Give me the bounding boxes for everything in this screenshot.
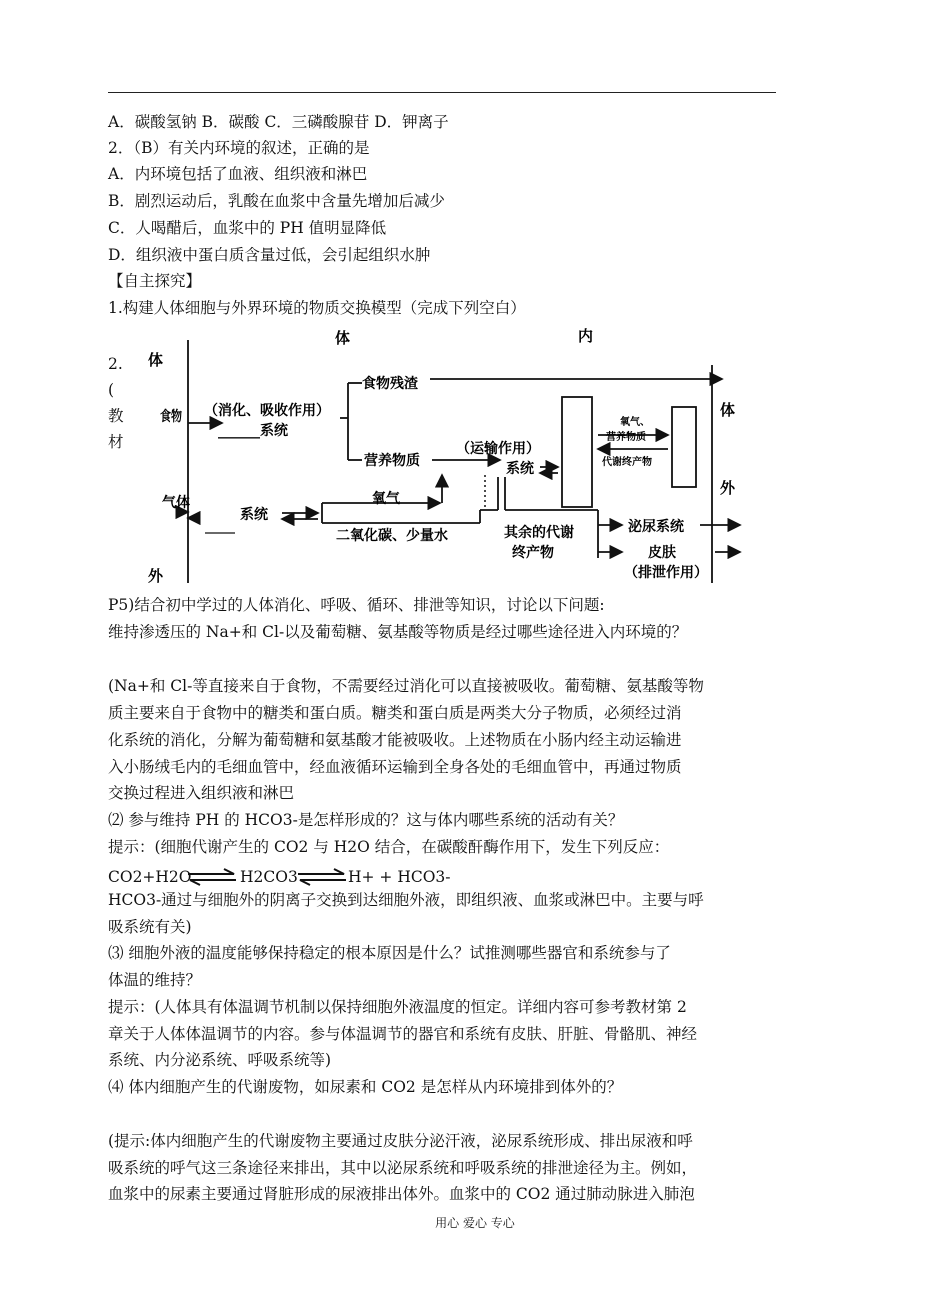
- label-mid-waste: 代谢终产物: [602, 457, 652, 468]
- header-rule: [108, 92, 776, 93]
- page-footer: 用心 爱心 专心: [435, 1216, 515, 1230]
- equilibrium-arrow-icon: [296, 868, 348, 888]
- task1-text: 1.构建人体细胞与外界环境的物质交换模型（完成下列空白）: [108, 299, 526, 317]
- label-left-ti: 体: [148, 351, 164, 369]
- eq-mid: H2CO3: [240, 868, 298, 886]
- hint-3-line-3: 系统、内分泌系统、呼吸系统等): [108, 1051, 332, 1069]
- side-text-2: (: [108, 381, 115, 399]
- label-gas: 气体: [162, 495, 190, 511]
- q2-option-b: B．剧烈运动后，乳酸在血浆中含量先增加后减少: [108, 192, 445, 210]
- q2-option-a: A．内环境包括了血液、组织液和淋巴: [108, 165, 368, 183]
- question-3-line-1: ⑶ 细胞外液的温度能够保持稳定的根本原因是什么？试推测哪些器官和系统参与了: [108, 944, 671, 962]
- label-resp-sys: 系统: [240, 507, 268, 523]
- answer1-line-3: 化系统的消化，分解为葡萄糖和氨基酸才能被吸收。上述物质在小肠内经主动运输进: [108, 731, 682, 749]
- equilibrium-arrow-icon: [186, 868, 238, 888]
- label-oxygen: 氧气: [372, 491, 400, 507]
- label-other-waste-2: 终产物: [512, 545, 554, 561]
- q1-options: A．碳酸氢钠 B．碳酸 C．三磷酸腺苷 D．钾离子: [108, 113, 449, 131]
- side-text-4: 材: [108, 433, 124, 451]
- label-top-nei: 内: [578, 327, 594, 345]
- label-other-waste-1: 其余的代谢: [504, 525, 574, 541]
- question-na: 维持渗透压的 Na+和 Cl-以及葡萄糖、氨基酸等物质是经过哪些途径进入内环境的？: [108, 623, 688, 641]
- label-right-wai: 外: [720, 479, 736, 497]
- eq-left: CO2+H2O: [108, 868, 192, 886]
- label-top-ti: 体: [335, 329, 351, 347]
- answer1-line-4: 入小肠绒毛内的毛细血管中，经血液循环运输到全身各处的毛细血管中，再通过物质: [108, 758, 682, 776]
- label-urinary: 泌尿系统: [628, 519, 684, 535]
- question-4: ⑷ 体内细胞产生的代谢废物，如尿素和 CO2 是怎样从内环境排到体外的？: [108, 1078, 623, 1096]
- label-transport: （运输作用）: [456, 441, 540, 457]
- q2-option-c: C．人喝醋后，血浆中的 PH 值明显降低: [108, 219, 387, 237]
- label-skin: 皮肤: [648, 545, 676, 561]
- side-text-3: 教: [108, 407, 124, 425]
- eq-right: H+ + HCO3-: [348, 868, 451, 886]
- label-right-ti: 体: [720, 401, 736, 419]
- hint-3-line-2: 章关于人体体温调节的内容。参与体温调节的器官和系统有皮肤、肝脏、骨骼肌、神经: [108, 1025, 698, 1043]
- label-mid-nut: 营养物质: [606, 432, 646, 443]
- hint-2: 提示：(细胞代谢产生的 CO2 与 H2O 结合，在碳酸酐酶作用下，发生下列反应：: [108, 838, 670, 856]
- answer1-line-5: 交换过程进入组织液和淋巴: [108, 784, 295, 802]
- hint-4-line-2: 吸系统的呼气这三条途径来排出，其中以泌尿系统和呼吸系统的排泄途径为主。例如，: [108, 1159, 698, 1177]
- hint-4-line-1: (提示:体内细胞产生的代谢废物主要通过皮肤分泌汗液，泌尿系统形成、排出尿液和呼: [108, 1132, 693, 1150]
- answer1-line-1: (Na+和 Cl-等直接来自于食物，不需要经过消化可以直接被吸收。葡萄糖、氨基酸等物: [108, 677, 704, 695]
- label-food: 食物: [160, 409, 188, 425]
- material-exchange-diagram: [140, 325, 762, 587]
- answer1-line-2: 质主要来自于食物中的糖类和蛋白质。糖类和蛋白质是两类大分子物质，必须经过消: [108, 704, 682, 722]
- hco3-line-1: HCO3-通过与细胞外的阴离子交换到达细胞外液，即组织液、血浆或淋巴中。主要与呼: [108, 891, 704, 909]
- label-co2: 二氧化碳、少量水: [336, 528, 448, 544]
- q2-stem: 2．（B）有关内环境的叙述，正确的是: [108, 139, 370, 157]
- q2-option-d: D．组织液中蛋白质含量过低，会引起组织水肿: [108, 246, 431, 264]
- label-transport-sys: 系统: [506, 461, 534, 477]
- hint-4-line-3: 血浆中的尿素主要通过肾脏形成的尿液排出体外。血浆中的 CO2 通过肺动脉进入肺泡: [108, 1185, 695, 1203]
- hco3-line-2: 吸系统有关): [108, 918, 192, 936]
- label-nutrients: 营养物质: [364, 453, 420, 469]
- hint-3-line-1: 提示：(人体具有体温调节机制以保持细胞外液温度的恒定。详细内容可参考教材第 2: [108, 998, 687, 1016]
- question-2: ⑵ 参与维持 PH 的 HCO3-是怎样形成的？这与体内哪些系统的活动有关？: [108, 811, 624, 829]
- label-excretion: （排泄作用）: [624, 565, 708, 581]
- label-residue: 食物残渣: [362, 376, 418, 392]
- side-text-1: 2.: [108, 355, 123, 373]
- label-digest: （消化、吸收作用）: [204, 403, 330, 419]
- section-title: 【自主探究】: [108, 272, 202, 290]
- label-digest-sys: ______系统: [218, 423, 288, 439]
- label-mid-oxy: 氧气、: [620, 417, 650, 428]
- question-3-line-2: 体温的维持？: [108, 971, 202, 989]
- label-left-wai: 外: [148, 567, 164, 585]
- p5-line: P5)结合初中学过的人体消化、呼吸、循环、排泄等知识，讨论以下问题:: [108, 596, 605, 614]
